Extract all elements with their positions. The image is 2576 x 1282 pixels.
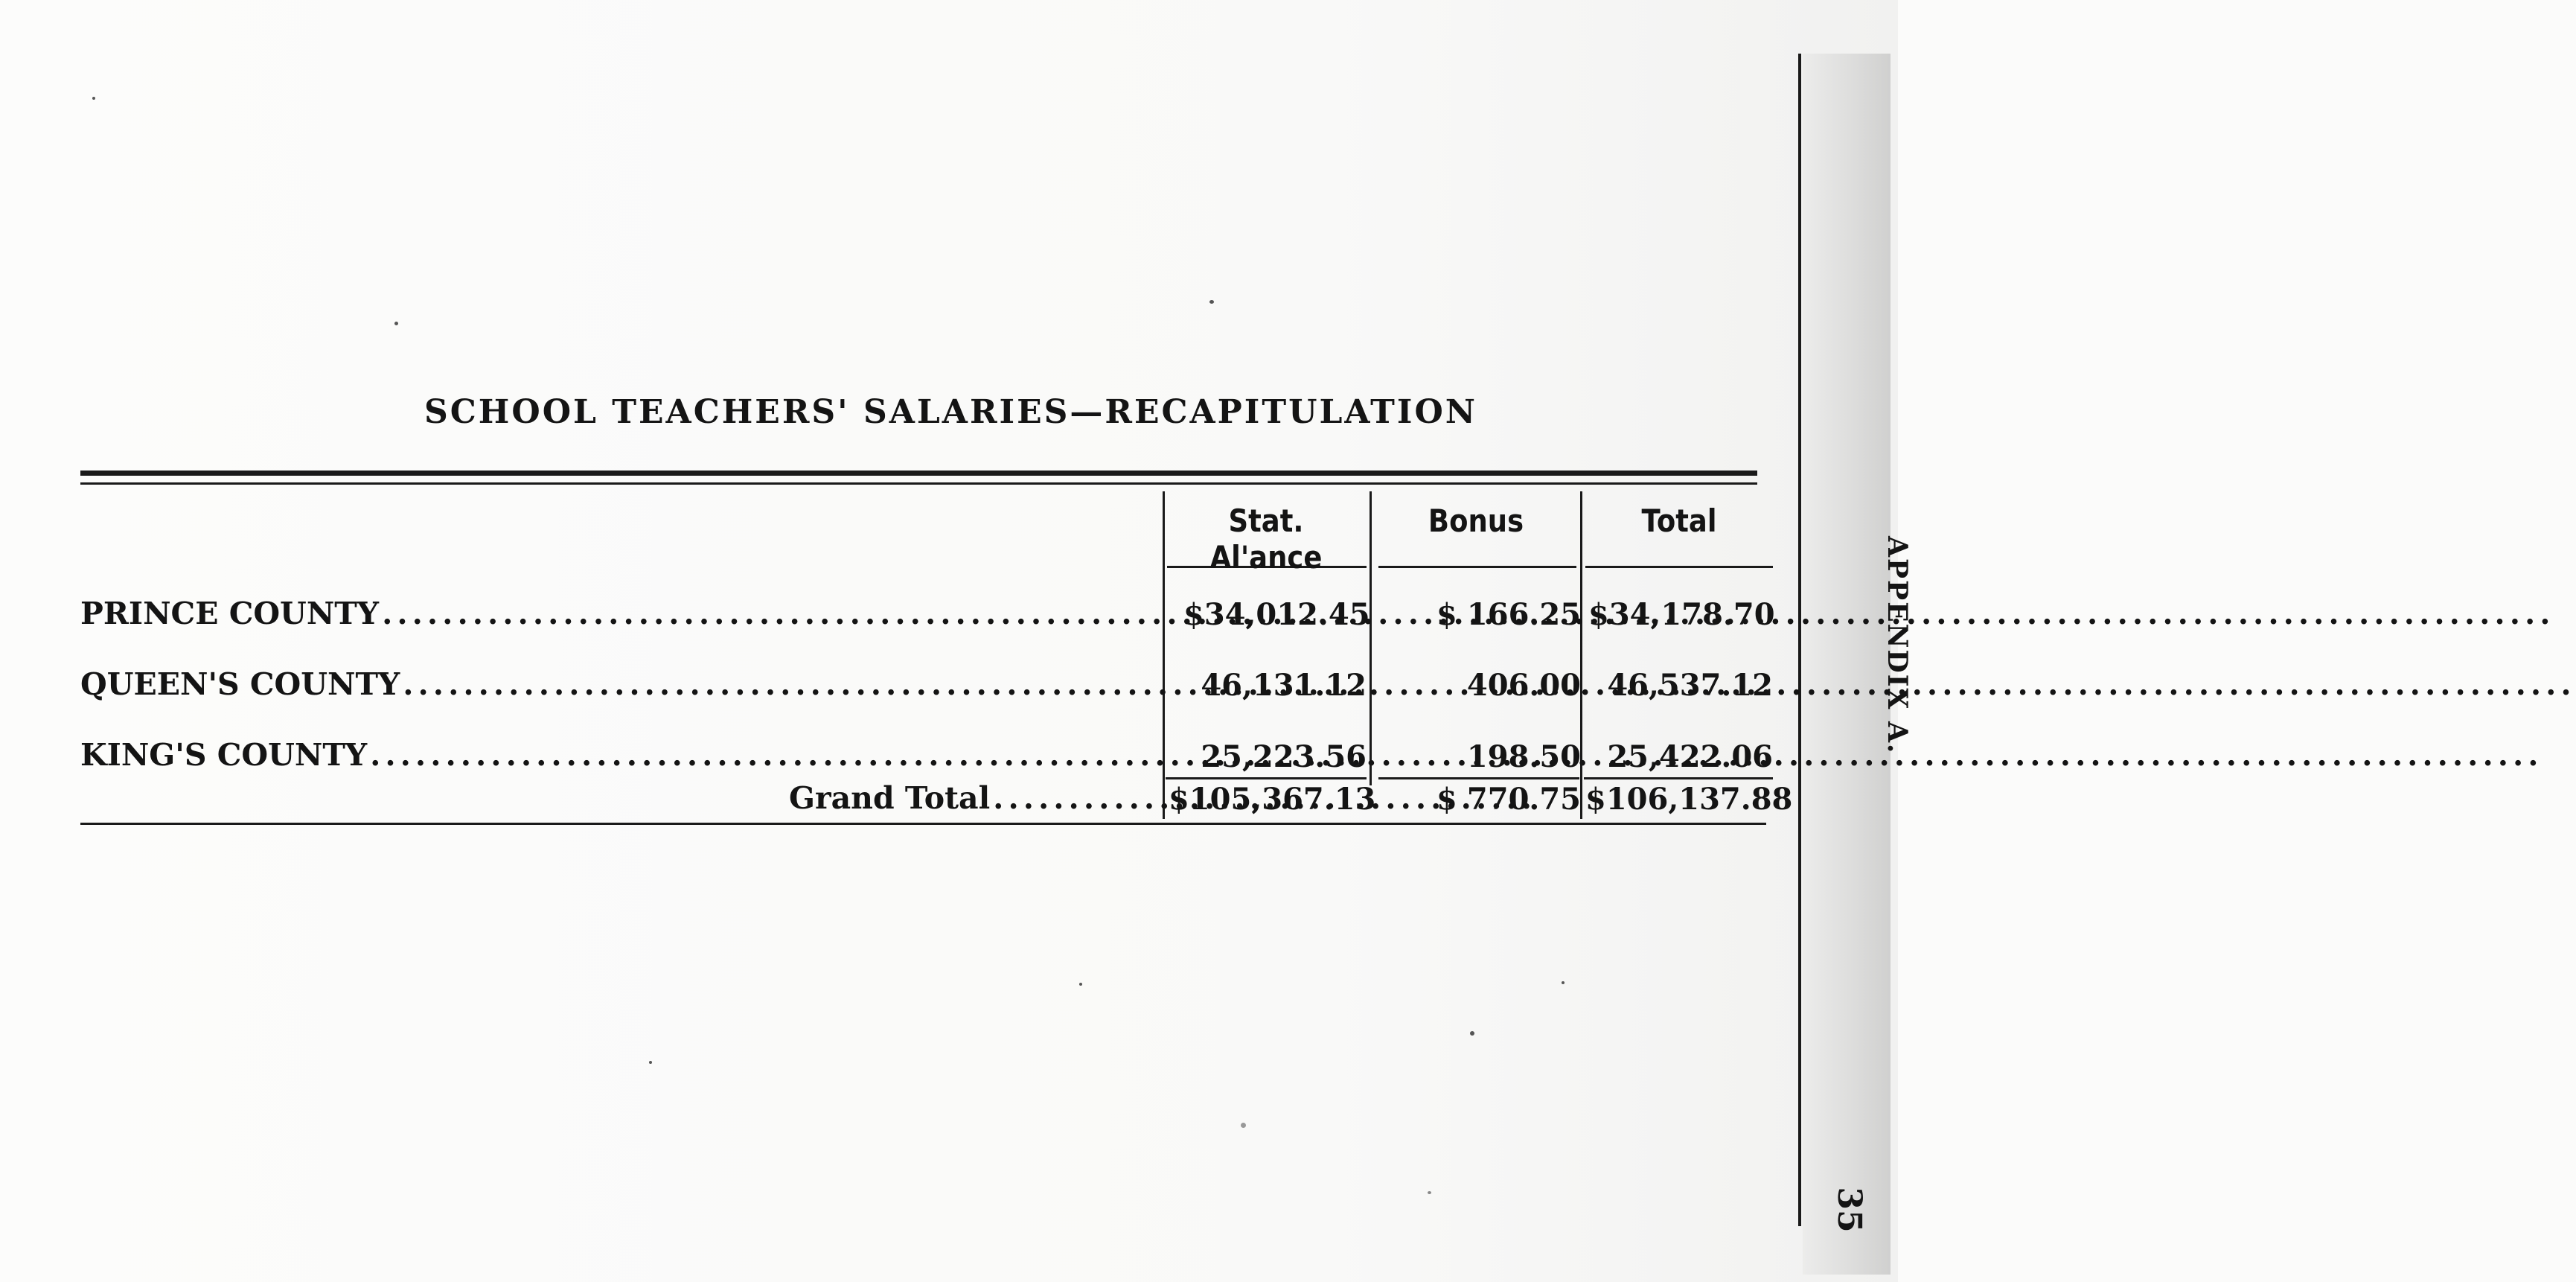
- table-bottom-rule: [80, 823, 1766, 825]
- page-number: 35: [1830, 1187, 1868, 1233]
- cell-value: 46,131.12: [1201, 668, 1367, 703]
- cell-bonus: [1436, 739, 1581, 781]
- column-header-bonus: Bonus: [1428, 503, 1524, 539]
- cell-bonus: [1436, 597, 1581, 639]
- currency-sign: $: [1436, 597, 1457, 632]
- row-label-text: PRINCE COUNTY: [80, 596, 380, 631]
- grand-total-stat-allowance: [1169, 782, 1376, 823]
- header-underline: [1378, 566, 1576, 568]
- cell-value: 770.75: [1466, 782, 1581, 817]
- cell-value: 34,178.70: [1608, 597, 1775, 632]
- column-header-total: Total: [1641, 503, 1717, 539]
- scan-speck: [1241, 1123, 1246, 1128]
- cell-value: 46,537.12: [1607, 668, 1773, 703]
- row-label-text: KING'S COUNTY: [80, 737, 368, 773]
- cell-value: 25,422.06: [1607, 739, 1773, 774]
- scan-speck: [1079, 983, 1082, 986]
- grand-total-bonus: [1436, 782, 1581, 823]
- scan-speck: [1428, 1191, 1431, 1194]
- table-row-label: [80, 666, 1152, 708]
- row-label-text: QUEEN'S COUNTY: [80, 666, 400, 702]
- currency-sign: $: [1436, 782, 1457, 817]
- cell-stat-allowance: [1183, 597, 1370, 639]
- cell-stat-allowance: [1183, 739, 1367, 781]
- scan-speck: [1562, 981, 1565, 984]
- table-row-label: [80, 737, 1152, 779]
- currency-sign: $: [1169, 782, 1189, 817]
- cell-total: [1588, 739, 1773, 781]
- scan-speck: [1209, 300, 1214, 304]
- cell-value: 198.50: [1466, 739, 1581, 774]
- page-title: [0, 393, 1563, 431]
- cell-value: 34,012.45: [1204, 597, 1370, 632]
- cell-value: 25,223.56: [1201, 739, 1367, 774]
- table-top-rule-thin: [80, 482, 1757, 485]
- currency-sign: $: [1183, 597, 1204, 632]
- scan-speck: [394, 322, 398, 325]
- total-underline: [1378, 777, 1579, 779]
- table-row-label: [80, 596, 1152, 637]
- cell-value: 106,137.88: [1605, 782, 1793, 817]
- currency-sign: $: [1588, 597, 1609, 632]
- cell-value: 166.25: [1466, 597, 1581, 632]
- grand-total-total: [1585, 782, 1793, 823]
- cell-value: 406.00: [1466, 668, 1581, 703]
- cell-stat-allowance: [1183, 668, 1367, 709]
- cell-total: [1588, 597, 1773, 639]
- margin-rule: [1798, 54, 1801, 1226]
- table-top-rule: [80, 471, 1757, 476]
- grand-total-text: Grand Total: [789, 780, 991, 816]
- appendix-label: APPENDIX A.: [1882, 536, 1913, 755]
- cell-bonus: [1436, 668, 1581, 709]
- total-underline: [1584, 777, 1773, 779]
- cell-total: [1588, 668, 1773, 709]
- header-underline: [1585, 566, 1773, 568]
- total-underline: [1166, 777, 1367, 779]
- currency-sign: $: [1585, 782, 1606, 817]
- column-header-stat-allowance: Stat. Al'ance: [1209, 503, 1323, 575]
- title-text: SCHOOL TEACHERS' SALARIES—RECAPITULATION: [424, 393, 1477, 431]
- cell-value: 105,367.13: [1189, 782, 1376, 817]
- scan-speck: [92, 97, 95, 100]
- scan-speck: [1470, 1031, 1474, 1036]
- grand-total-label: [789, 780, 1152, 822]
- scan-speck: [649, 1061, 652, 1064]
